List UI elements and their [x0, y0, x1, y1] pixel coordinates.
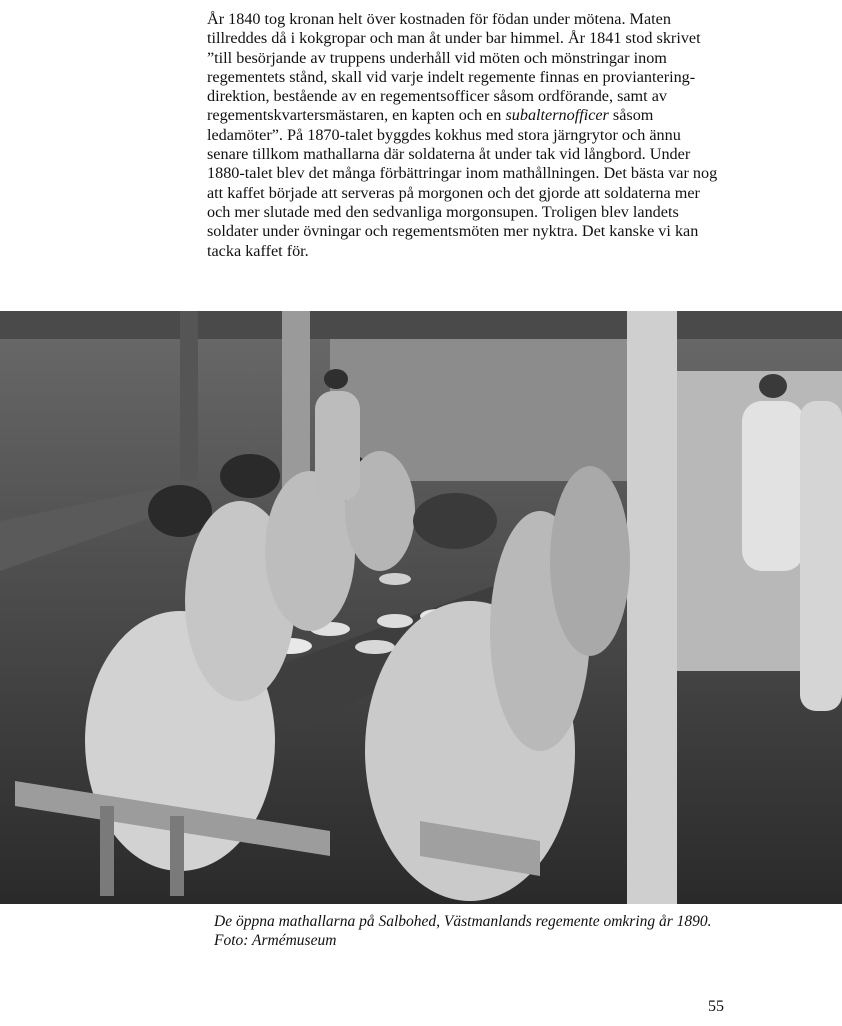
bowl — [379, 573, 411, 585]
standing-soldier — [315, 391, 360, 501]
photo-illustration — [0, 311, 842, 904]
bowl — [377, 614, 413, 628]
seated-soldier — [550, 466, 630, 656]
paragraph-end: såsom ledamöter”. På 1870-talet byggdes kokhus med stora järngrytor och ännu senare tillkom mathallarna där soldaterna åt under tak vid långbord. Under 1880-talet blev det många förbättringar inom mathållningen. Det bästa var nog att kaffet började att serveras på morgonen och det gjorde att soldaterna mer och mer slutade med den sedvanliga morgonsupen. Troligen blev landets soldater under övningar och regementsmöten mer nyktra. Det kanske vi kan tacka kaffet för. — [207, 106, 718, 260]
historical-photo — [0, 311, 842, 904]
support-post — [627, 311, 677, 904]
bench-leg — [170, 816, 184, 896]
soldier-cap — [324, 369, 348, 389]
roof-canopy — [0, 311, 842, 339]
paragraph-start: År 1840 tog kronan helt över kostnaden för födan under mötena. Maten tillreddes då i kokgropar och man åt under bar himmel. År 1841 stod skrivet ”till besörjande av truppens underhåll vid möten och mönstringar inom regementets stånd, skall vid varje indelt regemente finnas en proviantering-direktion, bestående av en regementsofficer såsom ordförande, samt av regementskvartersmästaren, en kapten och en — [207, 10, 701, 125]
support-post — [180, 311, 198, 481]
caption-text: De öppna mathallarna på Salbohed, Västmanlands regemente omkring år 1890. — [214, 913, 712, 930]
emphasis-term: subalternofficer — [505, 106, 609, 125]
article-paragraph — [207, 10, 722, 261]
bowl — [355, 640, 395, 654]
photo-caption — [214, 912, 729, 950]
bench-leg — [100, 806, 114, 896]
standing-figure — [800, 401, 842, 711]
soldier-cap — [220, 454, 280, 498]
cook-cap — [759, 374, 787, 398]
soldier-cap — [413, 493, 497, 549]
article-text — [207, 10, 722, 261]
caption-credit: Foto: Armémuseum — [214, 932, 337, 949]
cook-figure — [742, 401, 804, 571]
page-number: 55 — [708, 998, 724, 1015]
